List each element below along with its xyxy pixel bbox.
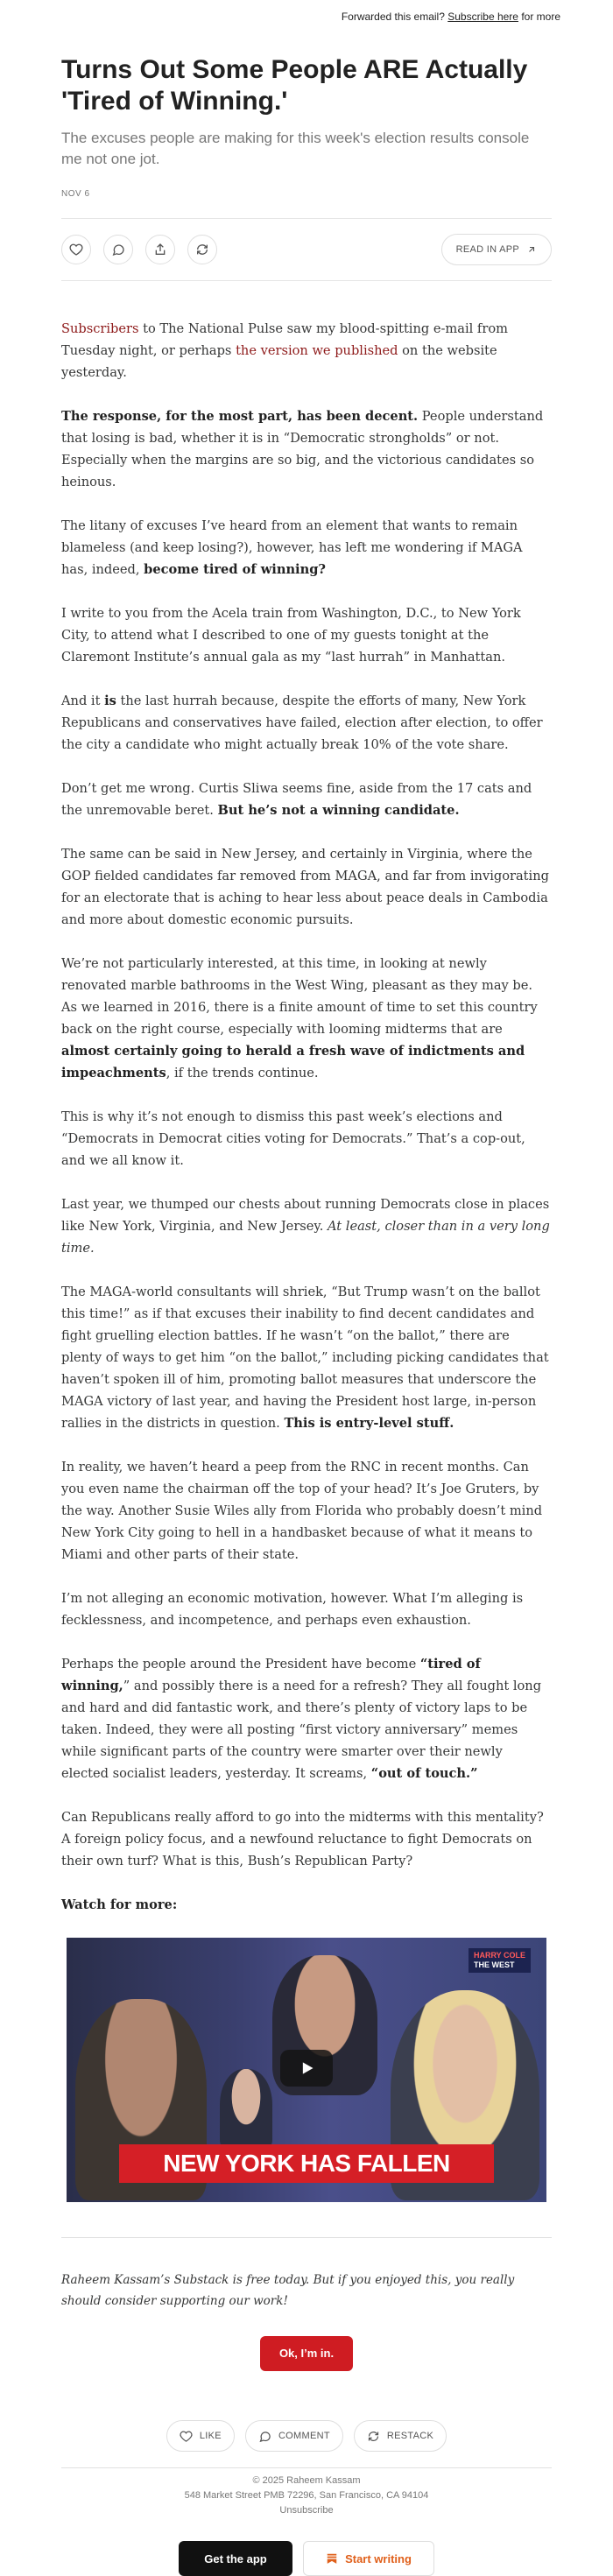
substack-logo-icon: [326, 2552, 338, 2565]
divider: [61, 2467, 552, 2468]
paragraph: Last year, we thumped our chests about running Democrats close in places like New York, Virginia, and New Jersey. At least, closer than in a very long time.: [61, 1197, 550, 1256]
unsubscribe-link[interactable]: Unsubscribe: [279, 2505, 334, 2516]
copyright: © 2025 Raheem Kassam: [252, 2475, 361, 2486]
heart-icon: [180, 2430, 193, 2443]
forward-suffix: for more: [521, 11, 560, 23]
post-body: [61, 318, 552, 1916]
video-banner: NEW YORK HAS FALLEN: [119, 2144, 494, 2183]
footer-app-row: [61, 2541, 552, 2576]
mailing-address: 548 Market Street PMB 72296, San Francisco, CA 94104: [184, 2490, 429, 2501]
like-button[interactable]: [61, 235, 91, 264]
promo-text: Raheem Kassam’s Substack is free today. But if you enjoyed this, you really should consider supporting our work!: [61, 2273, 515, 2308]
divider: [61, 2237, 552, 2238]
arrow-up-right-icon: [526, 244, 537, 255]
read-in-app-button[interactable]: [441, 234, 552, 265]
post-subtitle: The excuses people are making for this week's election results console me not one jot.: [61, 130, 530, 167]
paragraph: I write to you from the Acela train from Washington, D.C., to New York City, to attend what I described to one of my guests tonight at the Claremont Institute’s annual gala as my “last hurrah” in Manhattan.: [61, 606, 521, 665]
paragraph: The MAGA-world consultants will shriek, “But Trump wasn’t on the ballot this time!” as if that excuses their inability to find decent candidates and fight gruelling election battles. If he wasn’t “on the ballot,” there are plenty of ways to get him “on the ballot,” including picking candidates that haven’t spoken ill of him, promoting ballot measures that underscore the MAGA victory of last year, and having the President host large, in-person rallies in the districts in question. This is entry-level stuff.: [61, 1284, 549, 1431]
paragraph: The response, for the most part, has been decent. People understand that losing is bad, whether it is in “Democratic strongholds” or not. Especially when the margins are so big, and the victorious candidates so heinous.: [61, 409, 544, 489]
start-writing-button[interactable]: Start writing: [303, 2541, 434, 2576]
watch-heading: Watch for more:: [61, 1897, 178, 1912]
post-container: [61, 54, 552, 2576]
video-embed[interactable]: [67, 1938, 546, 2202]
subscribe-cta-button[interactable]: Ok, I’m in.: [260, 2336, 353, 2371]
forward-banner: [0, 0, 613, 35]
post-date: NOV 6: [61, 189, 90, 199]
restack-button[interactable]: [187, 235, 217, 264]
subscribe-link[interactable]: Subscribe here: [447, 11, 518, 23]
paragraph: Subscribers to The National Pulse saw my blood-spitting e-mail from Tuesday night, or perhaps the version we published on the website yesterday.: [61, 321, 508, 380]
forward-prefix: Forwarded this email?: [341, 11, 445, 23]
footer-legal: [61, 2474, 552, 2518]
comment-icon: [111, 243, 125, 257]
paragraph: This is why it’s not enough to dismiss this past week’s elections and “Democrats in Democrat cities voting for Democrats.” That’s a cop-out, and we all know it.: [61, 1109, 525, 1168]
footer-like-button[interactable]: LIKE: [166, 2420, 235, 2452]
play-button[interactable]: [280, 2050, 333, 2087]
comment-icon: [258, 2430, 271, 2443]
footer-comment-button[interactable]: COMMENT: [245, 2420, 343, 2452]
paragraph: Perhaps the people around the President have become “tired of winning,” and possibly there is a need for a refresh? They all fought long and hard and did fantastic work, and there’s plenty of victory laps to be taken. Indeed, they were all posting “first victory anniversary” memes while significant parts of the country were smarter over their newly elected socialist leaders, yesterday. It screams, “out of touch.”: [61, 1657, 542, 1781]
paragraph: The litany of excuses I’ve heard from an element that wants to remain blameless (and keep losing?), however, has left me wondering if MAGA has, indeed, become tired of winning?: [61, 518, 523, 577]
footer-restack-button[interactable]: RESTACK: [354, 2420, 447, 2452]
video-person-small: [220, 2069, 272, 2148]
channel-tag: HARRY COLE THE WEST: [469, 1948, 531, 1973]
paragraph: In reality, we haven’t heard a peep from the RNC in recent months. Can you even name the chairman off the top of your head? It’s Joe Gruters, by the way. Another Susie Wiles ally from Florida who probably doesn’t mind New York City going to hell in a handbasket because of what it means to Miami and other parts of their state.: [61, 1460, 543, 1562]
heart-icon: [69, 243, 83, 257]
paragraph: Don’t get me wrong. Curtis Sliwa seems fine, aside from the 17 cats and the unremovable beret. But he’s not a winning candidate.: [61, 781, 532, 818]
paragraph: The same can be said in New Jersey, and certainly in Virginia, where the GOP fielded candidates far removed from MAGA, and far from invigorating for an electorate that is aching to hear less about peace deals in Cambodia and more about domestic economic pursuits.: [61, 847, 549, 927]
share-button[interactable]: [145, 235, 175, 264]
restack-icon: [367, 2430, 380, 2443]
read-in-app-label: READ IN APP: [455, 244, 519, 255]
get-the-app-button[interactable]: Get the app: [179, 2541, 292, 2576]
paragraph: Can Republicans really afford to go into the midterms with this mentality? A foreign policy focus, and a newfound reluctance to fight Democrats on their own turf? What is this, Bush’s Republican Party?: [61, 1810, 544, 1869]
comment-button[interactable]: [103, 235, 133, 264]
post-title: Turns Out Some People ARE Actually 'Tired of Winning.': [61, 55, 528, 116]
paragraph: We’re not particularly interested, at this time, in looking at newly renovated marble bathrooms in the West Wing, pleasant as they may be. As we learned in 2016, there is a finite amount of time to set this country back on the right course, especially with looming midterms that are almost certainly going to herald a fresh wave of indictments and impeachments, if the trends continue.: [61, 956, 538, 1080]
share-icon: [153, 243, 167, 257]
subscribers-link[interactable]: Subscribers: [61, 321, 139, 336]
paragraph: And it is the last hurrah because, despite the efforts of many, New York Republicans and conservatives have failed, election after election, to offer the city a candidate who might actually break 10% of the vote share.: [61, 693, 543, 752]
play-icon: [298, 2059, 315, 2077]
published-version-link[interactable]: the version we published: [236, 343, 398, 358]
paragraph: I’m not alleging an economic motivation, however. What I’m alleging is fecklessness, and incompetence, and perhaps even exhaustion.: [61, 1591, 524, 1628]
post-action-bar: [61, 218, 552, 281]
restack-icon: [195, 243, 209, 257]
footer-actions: [61, 2420, 552, 2452]
